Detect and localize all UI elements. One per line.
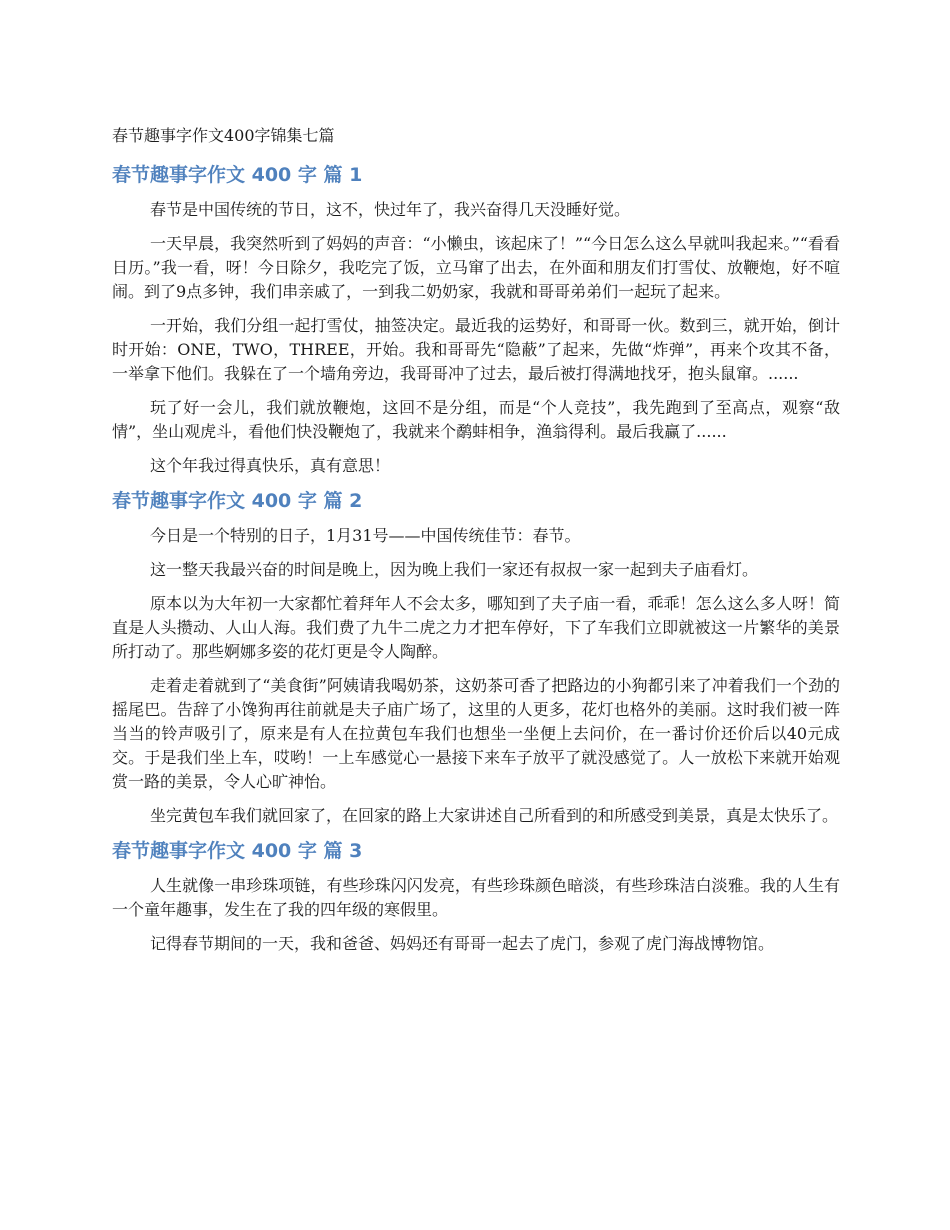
paragraph: 这个年我过得真快乐，真有意思！ [150,456,391,475]
paragraph: 这一整天我最兴奋的时间是晚上，因为晚上我们一家还有叔叔一家一起到夫子庙看灯。 [150,560,759,579]
paragraph: 原本以为大年初一大家都忙着拜年人不会太多，哪知到了夫子庙一看，乖乖！怎么这么多人呀！简直是人头攒动、人山人海。我们费了九牛二虎之力才把车停好，下了车我们立即就被这一片繁华的美景所打动了。那些婀娜多姿的花灯更是令人陶醉。 [112,594,840,661]
paragraph: 一天早晨，我突然听到了妈妈的声音：“小懒虫，该起床了！”“今日怎么这么早就叫我起来。”“看看日历。”我一看，呀！今日除夕，我吃完了饭，立马窜了出去，在外面和朋友们打雪仗、放鞭炮，好不喧闹。到了9点多钟，我们串亲戚了，一到我二奶奶家，我就和哥哥弟弟们一起玩了起来。 [112,234,840,301]
section-2 [112,488,840,828]
paragraph: 走着走着就到了“美食街”阿姨请我喝奶茶，这奶茶可香了把路边的小狗都引来了冲着我们一个劲的摇尾巴。告辞了小馋狗再往前就是夫子庙广场了，这里的人更多，花灯也格外的美丽。这时我们被一阵当当的铃声吸引了，原来是有人在拉黄包车我们也想坐一坐便上去问价，在一番讨价还价后以40元成交。于是我们坐上车，哎哟！一上车感觉心一悬接下来车子放平了就没感觉了。人一放松下来就开始观赏一路的美景，令人心旷神怡。 [112,676,840,791]
paragraph: 春节是中国传统的节日，这不，快过年了，我兴奋得几天没睡好觉。 [150,200,631,219]
paragraph: 一开始，我们分组一起打雪仗，抽签决定。最近我的运势好，和哥哥一伙。数到三，就开始，倒计时开始：ONE，TWO，THREE，开始。我和哥哥先“隐蔽”了起来，先做“炸弹”，再来个攻其不备，一举拿下他们。我躲在了一个墙角旁边，我哥哥冲了过去，最后被打得满地找牙，抱头鼠窜。...... [112,316,840,383]
paragraph: 玩了好一会儿，我们就放鞭炮，这回不是分组，而是“个人竞技”，我先跑到了至高点，观察“敌情”，坐山观虎斗，看他们快没鞭炮了，我就来个鹬蚌相争，渔翁得利。最后我赢了...... [112,398,840,441]
section-heading: 春节趣事字作文 400 字 篇 2 [112,490,363,512]
paragraph: 今日是一个特别的日子，1月31号——中国传统佳节：春节。 [150,526,581,545]
paragraph: 记得春节期间的一天，我和爸爸、妈妈还有哥哥一起去了虎门，参观了虎门海战博物馆。 [150,934,775,953]
paragraph: 坐完黄包车我们就回家了，在回家的路上大家讲述自己所看到的和所感受到美景，真是太快乐了。 [150,806,839,825]
document-page [112,124,840,966]
paragraph: 人生就像一串珍珠项链，有些珍珠闪闪发亮，有些珍珠颜色暗淡，有些珍珠洁白淡雅。我的人生有一个童年趣事，发生在了我的四年级的寒假里。 [112,876,840,919]
section-3 [112,838,840,956]
section-1 [112,162,840,478]
document-title: 春节趣事字作文400字锦集七篇 [112,126,335,145]
section-heading: 春节趣事字作文 400 字 篇 1 [112,164,363,186]
section-heading: 春节趣事字作文 400 字 篇 3 [112,840,363,862]
